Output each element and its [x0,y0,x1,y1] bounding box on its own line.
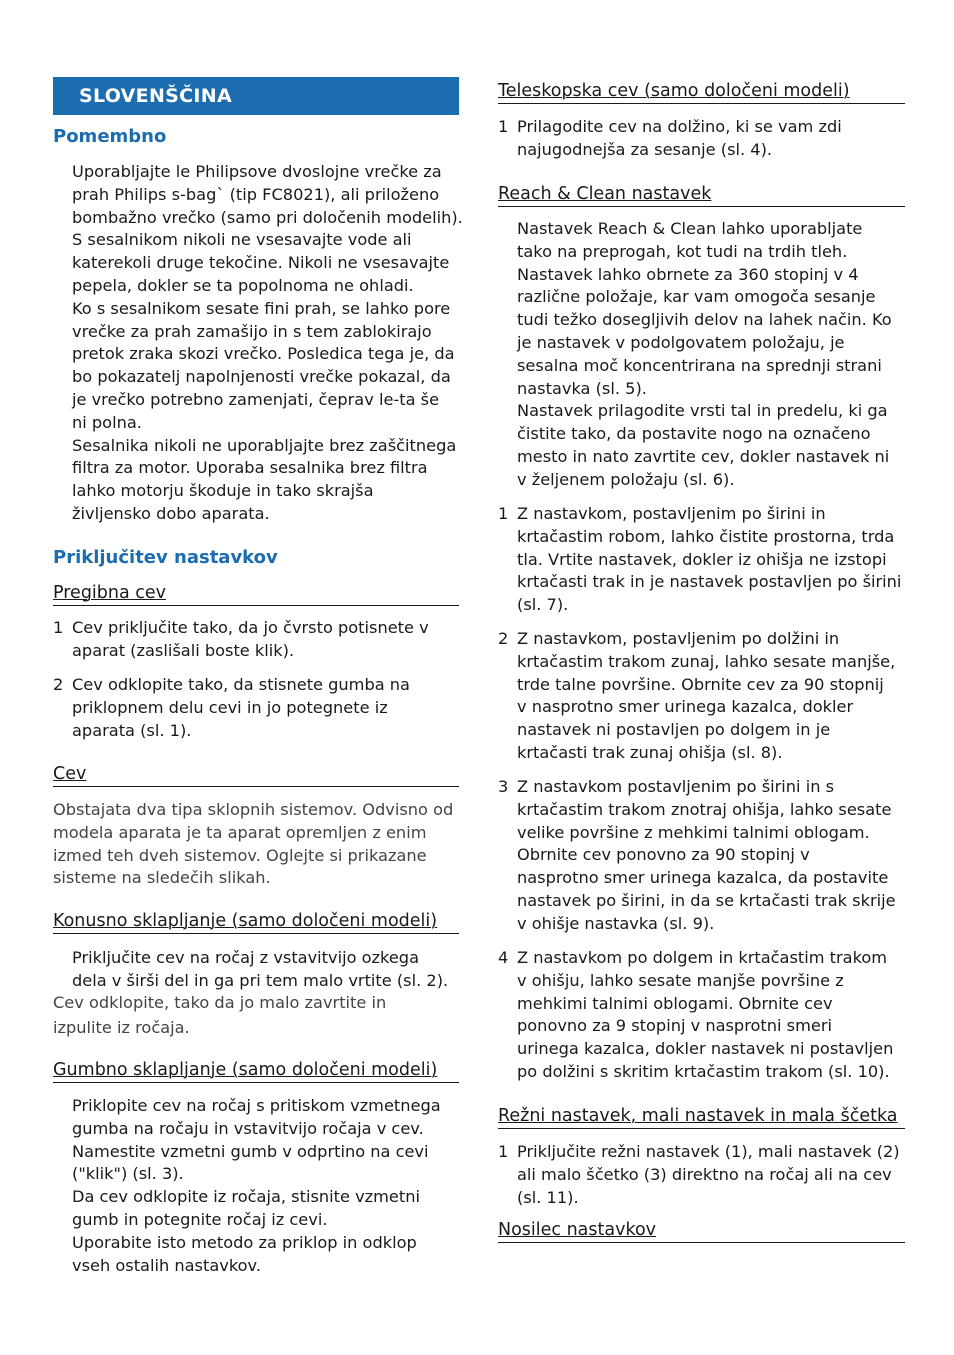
language-band [53,77,459,115]
step-number: 1 [498,504,509,523]
tube-note: Obstajata dva tipa sklopnih sistemov. Odvisno od modela aparata je ta aparat opremljen z enim izmed teh dveh sistemov. Oglejte si prikazane sisteme na sledečih slikah. [53,800,454,888]
conical-coupling-text: Priključite cev na ročaj z vstavitvijo ozkega dela v širši del in ga pri tem malo vrtite (sl. 2). [72,948,449,990]
step-number: 1 [498,1142,509,1161]
crevice-tool-heading: Režni nastavek, mali nastavek in mala ščetka [498,1104,905,1129]
reach-step-4: 4 Z nastavkom po dolgem in krtačastim trakom v ohišju, lahko sesate manjše površine z mehkimi talnimi oblogami. Obrnite cev ponovno za 9 stopinj v nasprotni smeri urinega kazalca, dokler nastavek ni postavljen po dolžini s skritim krtačastim trakom (sl. 10). [498,948,894,1081]
hose-step-2: 2 Cev odklopite tako, da stisnete gumba na priklopnem delu cevi in jo potegnete iz aparata (sl. 1). [53,675,410,740]
button-coupling-heading: Gumbno sklapljanje (samo določeni modeli) [53,1058,459,1083]
language-band-label: SLOVENŠČINA [79,85,232,107]
attachments-heading: Priključitev nastavkov [53,547,278,568]
step-number: 2 [53,675,64,694]
hose-step-1: 1 Cev priključite tako, da jo čvrsto potisnete v aparat (zaslišali boste klik). [53,618,429,660]
step-number: 1 [498,117,509,136]
step-number: 2 [498,629,509,648]
reach-step-1: 1 Z nastavkom, postavljenim po širini in krtačastim robom, lahko čistite prostorna, trda tla. Vrtite nastavek, dokler iz ohišja ne izstopi krtačasti trak in je nastavek postavljen po širini (sl. 7). [498,504,902,615]
hose-heading: Pregibna cev [53,581,459,606]
step-number: 1 [53,618,64,637]
reach-clean-text: Nastavek Reach & Clean lahko uporabljate tako na preprogah, kot tudi na trdih tleh. Nastavek lahko obrnete za 360 stopinj v 4 različne položaje, kar vam omogoča sesanje tudi težko dosegljivih delov na lahek način. Ko je nastavek v podolgovatem položaju, je sesalna moč koncentrirana na sprednji strani nastavka (sl. 5). Nastavek prilagodite vrsti tal in predelu, ki ga čistite tako, da postavite nogo na označeno mesto in nato zavrtite cev, dokler nastavek ni v željenem položaju (sl. 6). [517,219,892,489]
step-number: 3 [498,777,509,796]
crevice-step-1: 1 Priključite režni nastavek (1), mali nastavek (2) ali malo ščetko (3) direktno na ročaj ali na cev (sl. 11). [498,1142,900,1207]
telescopic-step-1: 1 Prilagodite cev na dolžino, ki se vam zdi najugodnejša za sesanje (sl. 4). [498,117,842,159]
conical-coupling-note: Cev odklopite, tako da jo malo zavrtite in izpulite iz ročaja. [53,993,387,1037]
telescopic-tube-heading: Teleskopska cev (samo določeni modeli) [498,79,905,104]
button-coupling-text: Priklopite cev na ročaj s pritiskom vzmetnega gumba na ročaju in vstavitvijo ročaja v cev. Namestite vzmetni gumb v odprtino na cevi ("klik") (sl. 3). Da cev odklopite iz ročaja, stisnite vzmetni gumb in potegnite ročaj iz cevi. Uporabite isto metodo za priklop in odklop vseh ostalih nastavkov. [72,1096,441,1275]
accessory-holder-heading: Nosilec nastavkov [498,1218,905,1243]
reach-step-2: 2 Z nastavkom, postavljenim po dolžini in krtačastim trakom zunaj, lahko sesate manjše, trde talne površine. Obrnite cev za 90 stopnij v nasprotno smer urinega kazalca, dokler nastavek ni postavljen po dolgem in je krtačasti trak zunaj ohišja (sl. 8). [498,629,896,762]
important-text: Uporabljajte le Philipsove dvoslojne vrečke za prah Philips s-bag` (tip FC8021), ali priloženo bombažno vrečko (samo pri določenih modelih). S sesalnikom nikoli ne vsesavajte vode ali katerekoli druge tekočine. Nikoli ne vsesavajte pepela, dokler se ta popolnoma ne ohladi. Ko s sesalnikom sesate fini prah, se lahko pore vrečke za prah zamašijo in s tem zablokirajo pretok zraka skozi vrečko. Posledica tega je, da bo pokazatelj napolnjenosti vrečke pokazal, da je vrečko potrebno zamenjati, čeprav le-ta še ni polna. Sesalnika nikoli ne uporabljajte brez zaščitnega filtra za motor. Uporaba sesalnika brez filtra lahko motorju škoduje in tako skrajša življensko dobo aparata. [72,162,463,523]
conical-coupling-heading: Konusno sklapljanje (samo določeni modeli) [53,909,459,934]
step-number: 4 [498,948,509,967]
reach-clean-heading: Reach & Clean nastavek [498,182,905,207]
reach-step-3: 3 Z nastavkom postavljenim po širini in s krtačastim trakom znotraj ohišja, lahko sesate velike površine z mehkimi talnimi oblogam. Obrnite cev ponovno za 90 stopinj v nasprotno smer urinega kazalca, da postavite nastavek po širini, in da se krtačasti trak skrije v ohišje nastavka (sl. 9). [498,777,896,933]
tube-heading: Cev [53,762,459,787]
important-heading: Pomembno [53,126,167,147]
